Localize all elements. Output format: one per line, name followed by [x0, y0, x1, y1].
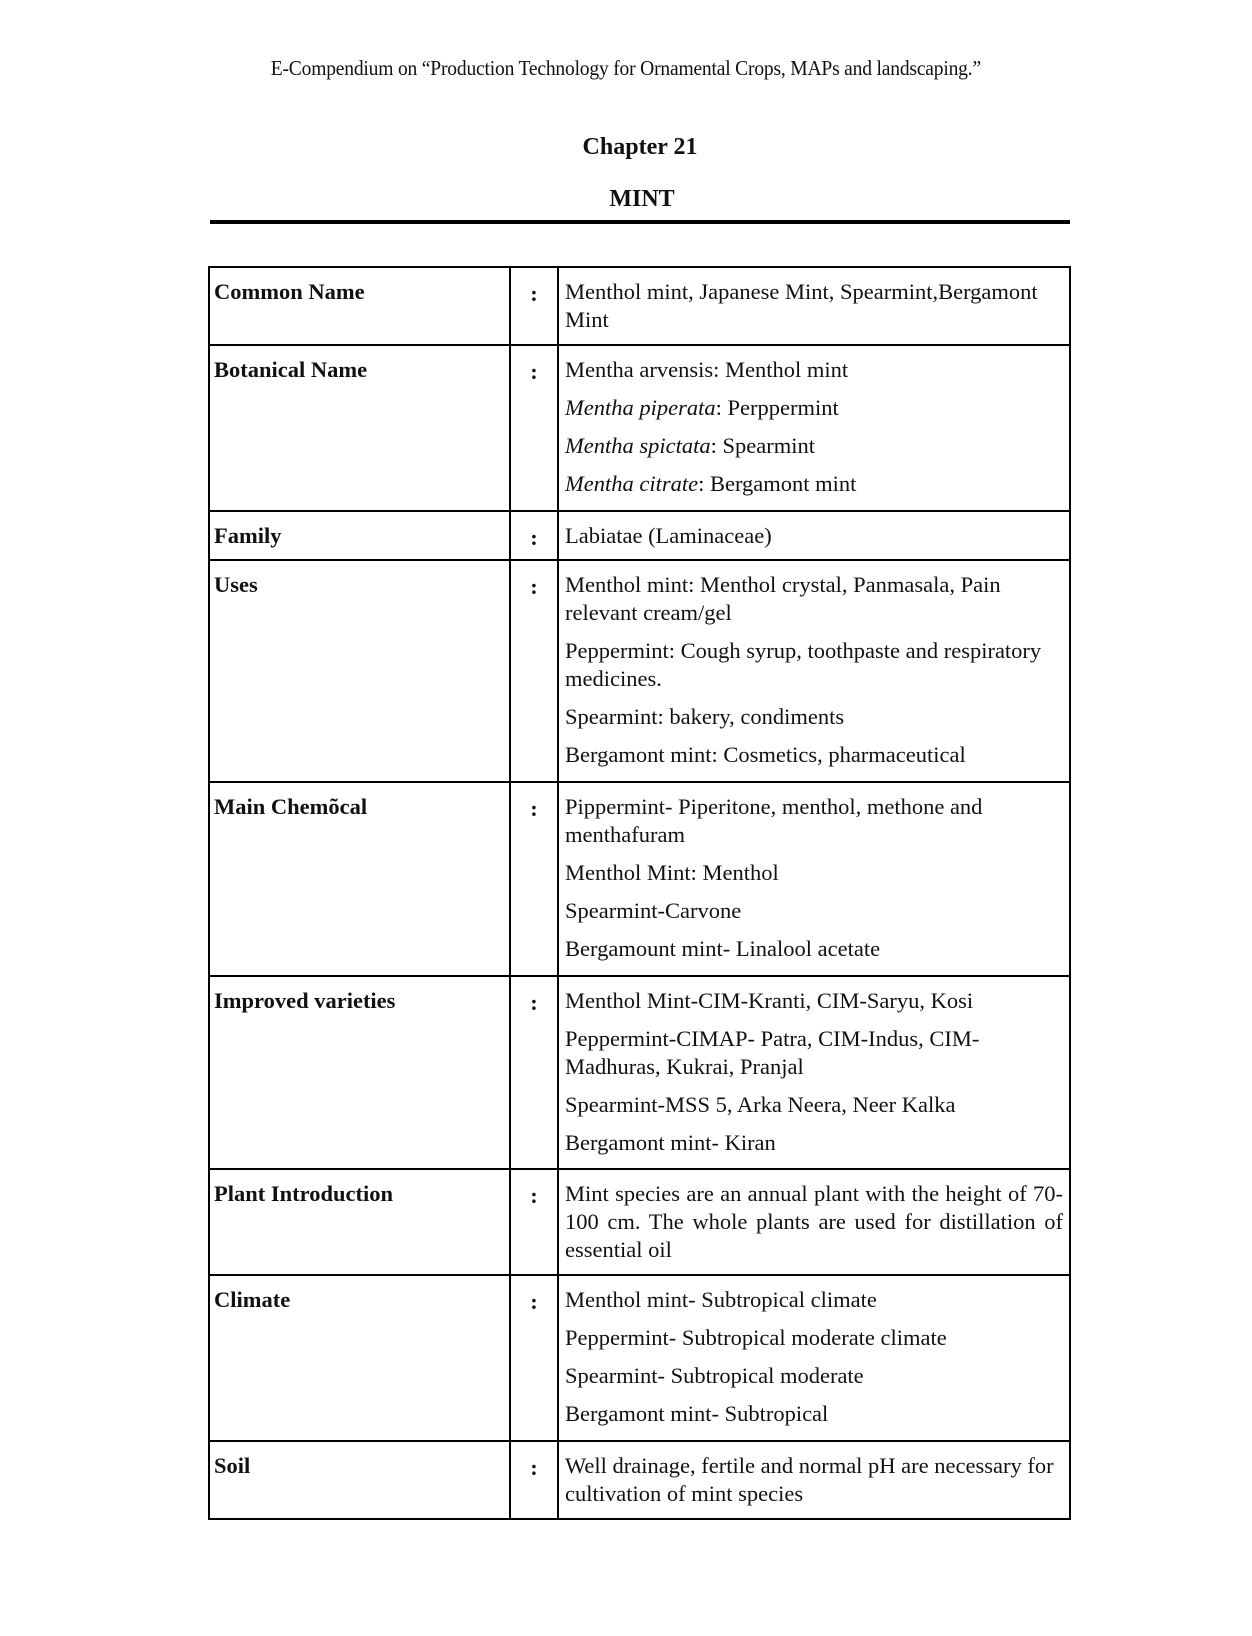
value-line — [565, 470, 1063, 498]
row-label: Botanical Name — [209, 345, 510, 511]
row-label: Main Chemõcal — [209, 782, 510, 976]
row-value — [558, 1169, 1070, 1275]
value-text: Pippermint- Piperitone, menthol, methone and menthafuram — [565, 794, 983, 847]
row-separator: : — [510, 560, 558, 782]
value-line — [565, 432, 1063, 460]
value-line — [565, 1324, 1063, 1352]
row-separator: : — [510, 511, 558, 560]
value-text: Menthol Mint: Menthol — [565, 860, 779, 885]
row-separator: : — [510, 782, 558, 976]
value-text: Labiatae (Laminaceae) — [565, 523, 772, 548]
table-row — [209, 976, 1070, 1169]
value-line — [565, 278, 1063, 334]
species-name: Mentha citrate — [565, 471, 699, 496]
value-line — [565, 935, 1063, 963]
table-row — [209, 267, 1070, 345]
row-label: Improved varieties — [209, 976, 510, 1169]
crop-info-table-body — [209, 267, 1070, 1519]
table-row — [209, 345, 1070, 511]
value-line — [565, 356, 1063, 384]
value-text: Bergamont mint- Subtropical — [565, 1401, 829, 1426]
value-line — [565, 394, 1063, 422]
row-label: Climate — [209, 1275, 510, 1441]
value-line — [565, 571, 1063, 627]
row-label: Plant Introduction — [209, 1169, 510, 1275]
value-text: Spearmint: bakery, condiments — [565, 704, 845, 729]
chapter-title: MINT — [609, 186, 675, 212]
title-rule-divider — [210, 220, 1070, 224]
running-header — [0, 56, 1252, 81]
row-value — [558, 511, 1070, 560]
value-text: Well drainage, fertile and normal pH are necessary for cultivation of mint species — [565, 1453, 1054, 1506]
row-label: Family — [209, 511, 510, 560]
row-label: Common Name — [209, 267, 510, 345]
value-line — [565, 1400, 1063, 1428]
table-row — [209, 1275, 1070, 1441]
value-text: Spearmint-MSS 5, Arka Neera, Neer Kalka — [565, 1092, 956, 1117]
row-value — [558, 1275, 1070, 1441]
value-line — [565, 859, 1063, 887]
table-row — [209, 1169, 1070, 1275]
value-text: Menthol Mint-CIM-Kranti, CIM-Saryu, Kosi — [565, 988, 974, 1013]
value-line — [565, 1180, 1063, 1264]
row-label: Uses — [209, 560, 510, 782]
value-line — [565, 1362, 1063, 1390]
value-line — [565, 1091, 1063, 1119]
value-line — [565, 987, 1063, 1015]
value-line — [565, 1286, 1063, 1314]
running-header-text: E-Compendium on “Production Technology for Ornamental Crops, MAPs and landscaping.” — [270, 56, 982, 80]
row-value — [558, 560, 1070, 782]
value-line — [565, 897, 1063, 925]
value-text: : Perppermint — [715, 395, 839, 420]
row-separator: : — [510, 267, 558, 345]
value-line — [565, 741, 1063, 769]
value-text: Spearmint- Subtropical moderate — [565, 1363, 864, 1388]
value-text: Mentha arvensis: Menthol mint — [565, 357, 849, 382]
value-text: : Spearmint — [710, 433, 815, 458]
row-label: Soil — [209, 1441, 510, 1519]
value-text: Menthol mint: Menthol crystal, Panmasala, Pain relevant cream/gel — [565, 572, 1001, 625]
row-separator: : — [510, 1169, 558, 1275]
table-row — [209, 1441, 1070, 1519]
table-row — [209, 782, 1070, 976]
row-value — [558, 976, 1070, 1169]
row-separator: : — [510, 345, 558, 511]
value-text: Spearmint-Carvone — [565, 898, 742, 923]
value-line — [565, 703, 1063, 731]
table-row — [209, 511, 1070, 560]
value-line — [565, 1025, 1063, 1081]
value-text: Peppermint-CIMAP- Patra, CIM-Indus, CIM-Madhuras, Kukrai, Pranjal — [565, 1026, 980, 1079]
value-text: Menthol mint, Japanese Mint, Spearmint,Bergamont Mint — [565, 279, 1038, 332]
value-line — [565, 637, 1063, 693]
value-text: Peppermint: Cough syrup, toothpaste and respiratory medicines. — [565, 638, 1042, 691]
value-text: Bergamont mint- Kiran — [565, 1130, 776, 1155]
species-name: Mentha piperata — [565, 395, 716, 420]
row-value — [558, 345, 1070, 511]
row-value — [558, 267, 1070, 345]
value-line — [565, 1452, 1063, 1508]
value-text: Bergamount mint- Linalool acetate — [565, 936, 881, 961]
row-value — [558, 782, 1070, 976]
crop-info-table — [208, 266, 1071, 1520]
species-name: Mentha spictata — [565, 433, 711, 458]
value-line — [565, 793, 1063, 849]
value-text: Menthol mint- Subtropical climate — [565, 1287, 877, 1312]
value-text: Bergamont mint: Cosmetics, pharmaceutical — [565, 742, 966, 767]
chapter-number: Chapter 21 — [582, 134, 698, 160]
value-line — [565, 1129, 1063, 1157]
value-text: Peppermint- Subtropical moderate climate — [565, 1325, 947, 1350]
row-separator: : — [510, 1441, 558, 1519]
value-text: Mint species are an annual plant with the height of 70-100 cm. The whole plants are used for distillation of essential oil — [565, 1181, 1063, 1262]
row-value — [558, 1441, 1070, 1519]
row-separator: : — [510, 1275, 558, 1441]
value-line — [565, 522, 1063, 550]
table-row — [209, 560, 1070, 782]
row-separator: : — [510, 976, 558, 1169]
value-text: : Bergamont mint — [698, 471, 857, 496]
